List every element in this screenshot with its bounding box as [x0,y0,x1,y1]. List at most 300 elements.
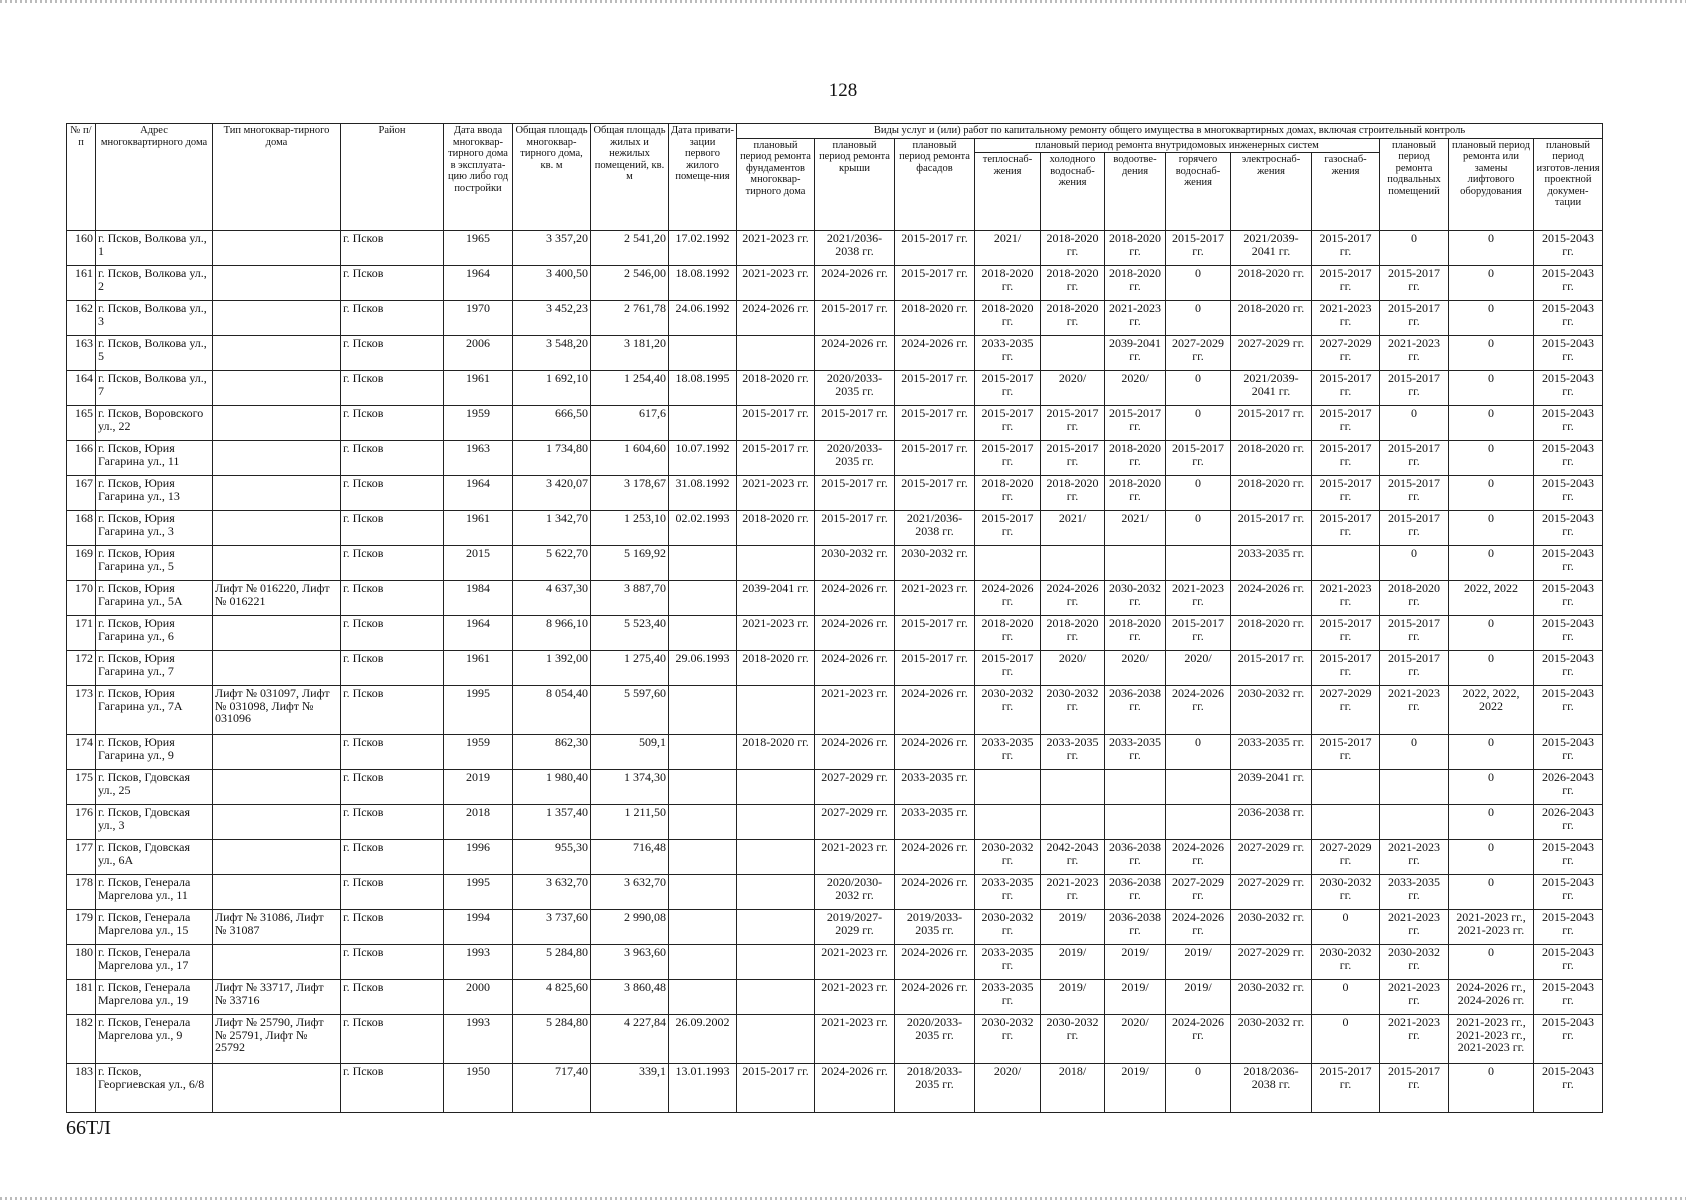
cell-year: 1995 [444,875,513,910]
footer-mark: 66ТЛ [66,1117,111,1139]
cell-address: г. Псков, Волкова ул., 2 [96,266,213,301]
cell-type [213,616,341,651]
cell-area-total: 5 284,80 [513,945,591,980]
cell-foundation [737,805,815,840]
cell-address: г. Псков, Генерала Маргелова ул., 19 [96,980,213,1015]
cell-year: 1965 [444,231,513,266]
cell-basement: 2021-2023 гг. [1380,1015,1449,1064]
cell-design: 2015-2043 гг. [1534,980,1603,1015]
cell-electric: 2021/2039-2041 гг. [1231,231,1312,266]
cell-district: г. Псков [341,1015,444,1064]
cell-year: 1994 [444,910,513,945]
cell-basement: 2015-2017 гг. [1380,1064,1449,1113]
cell-hot-water: 2019/ [1166,980,1231,1015]
cell-foundation: 2015-2017 гг. [737,406,815,441]
cell-privatization [669,406,737,441]
cell-privatization [669,840,737,875]
cell-cold-water: 2018-2020 гг. [1041,301,1105,336]
header-roof: плановый период ремонта крыши [815,138,895,231]
cell-sewer: 2015-2017 гг. [1105,406,1166,441]
cell-foundation: 2018-2020 гг. [737,735,815,770]
cell-sewer: 2019/ [1105,945,1166,980]
cell-design: 2015-2043 гг. [1534,1064,1603,1113]
cell-facade: 2018-2020 гг. [895,301,975,336]
cell-roof: 2015-2017 гг. [815,406,895,441]
cell-address: г. Псков, Волкова ул., 5 [96,336,213,371]
cell-gas: 2021-2023 гг. [1312,581,1380,616]
cell-address: г. Псков, Генерала Маргелова ул., 17 [96,945,213,980]
cell-foundation [737,840,815,875]
cell-sewer: 2018-2020 гг. [1105,441,1166,476]
cell-area-total: 8 966,10 [513,616,591,651]
cell-privatization [669,910,737,945]
cell-area-living: 5 523,40 [591,616,669,651]
cell-num: 162 [67,301,96,336]
cell-gas: 2015-2017 гг. [1312,651,1380,686]
cell-privatization [669,980,737,1015]
cell-gas: 2015-2017 гг. [1312,231,1380,266]
cell-foundation: 2021-2023 гг. [737,231,815,266]
cell-design: 2015-2043 гг. [1534,651,1603,686]
cell-gas: 2015-2017 гг. [1312,1064,1380,1113]
cell-sewer: 2036-2038 гг. [1105,875,1166,910]
cell-electric: 2030-2032 гг. [1231,980,1312,1015]
cell-hot-water [1166,770,1231,805]
cell-type [213,371,341,406]
cell-year: 1993 [444,1015,513,1064]
cell-type [213,336,341,371]
cell-address: г. Псков, Юрия Гагарина ул., 13 [96,476,213,511]
cell-basement: 0 [1380,546,1449,581]
cell-type [213,441,341,476]
cell-privatization [669,686,737,735]
cell-lift: 0 [1449,476,1534,511]
cell-address: г. Псков, Гдовская ул., 3 [96,805,213,840]
cell-heat [975,770,1041,805]
cell-address: г. Псков, Волкова ул., 7 [96,371,213,406]
cell-district: г. Псков [341,336,444,371]
cell-district: г. Псков [341,651,444,686]
cell-privatization [669,875,737,910]
cell-area-living: 1 253,10 [591,511,669,546]
cell-num: 164 [67,371,96,406]
cell-sewer: 2036-2038 гг. [1105,910,1166,945]
cell-area-total: 1 734,80 [513,441,591,476]
cell-facade: 2024-2026 гг. [895,735,975,770]
cell-heat: 2033-2035 гг. [975,945,1041,980]
cell-gas: 2015-2017 гг. [1312,266,1380,301]
cell-heat: 2030-2032 гг. [975,1015,1041,1064]
cell-roof: 2024-2026 гг. [815,336,895,371]
cell-num: 177 [67,840,96,875]
cell-facade: 2015-2017 гг. [895,231,975,266]
cell-privatization: 26.09.2002 [669,1015,737,1064]
cell-type [213,476,341,511]
cell-facade: 2021/2036-2038 гг. [895,511,975,546]
cell-num: 179 [67,910,96,945]
cell-sewer: 2018-2020 гг. [1105,266,1166,301]
page-number: 128 [828,80,858,101]
cell-address: г. Псков, Волкова ул., 3 [96,301,213,336]
cell-heat: 2015-2017 гг. [975,406,1041,441]
scan-edge-top [0,0,1686,3]
cell-area-living: 2 990,08 [591,910,669,945]
cell-num: 173 [67,686,96,735]
cell-gas: 2030-2032 гг. [1312,945,1380,980]
cell-gas: 0 [1312,910,1380,945]
cell-foundation [737,980,815,1015]
cell-num: 182 [67,1015,96,1064]
cell-sewer: 2021/ [1105,511,1166,546]
cell-district: г. Псков [341,805,444,840]
cell-area-living: 1 604,60 [591,441,669,476]
cell-district: г. Псков [341,301,444,336]
cell-heat: 2033-2035 гг. [975,735,1041,770]
cell-area-total: 3 452,23 [513,301,591,336]
cell-num: 175 [67,770,96,805]
cell-facade: 2015-2017 гг. [895,371,975,406]
cell-num: 160 [67,231,96,266]
cell-basement: 2021-2023 гг. [1380,910,1449,945]
cell-roof: 2024-2026 гг. [815,1064,895,1113]
cell-facade: 2015-2017 гг. [895,441,975,476]
cell-privatization [669,770,737,805]
cell-address: г. Псков, Юрия Гагарина ул., 9 [96,735,213,770]
cell-area-total: 1 980,40 [513,770,591,805]
cell-design: 2015-2043 гг. [1534,406,1603,441]
cell-gas: 2015-2017 гг. [1312,476,1380,511]
cell-year: 1961 [444,511,513,546]
cell-gas: 2030-2032 гг. [1312,875,1380,910]
cell-heat: 2015-2017 гг. [975,371,1041,406]
cell-year: 1963 [444,441,513,476]
cell-gas [1312,805,1380,840]
cell-sewer: 2036-2038 гг. [1105,686,1166,735]
cell-area-living: 1 374,30 [591,770,669,805]
cell-district: г. Псков [341,581,444,616]
cell-hot-water: 2015-2017 гг. [1166,231,1231,266]
table-row [67,875,1603,910]
cell-num: 170 [67,581,96,616]
cell-privatization: 17.02.1992 [669,231,737,266]
cell-lift: 2022, 2022, 2022 [1449,686,1534,735]
cell-num: 168 [67,511,96,546]
cell-district: г. Псков [341,980,444,1015]
cell-foundation [737,546,815,581]
cell-basement: 2021-2023 гг. [1380,840,1449,875]
cell-area-total: 1 392,00 [513,651,591,686]
cell-lift: 0 [1449,511,1534,546]
cell-cold-water: 2015-2017 гг. [1041,441,1105,476]
header-district: Район [341,124,444,231]
header-year: Дата ввода многоквар-тирного дома в эксплуата-цию либо год постройки [444,124,513,231]
cell-facade: 2015-2017 гг. [895,616,975,651]
cell-year: 1984 [444,581,513,616]
cell-sewer: 2030-2032 гг. [1105,581,1166,616]
cell-area-total: 4 825,60 [513,980,591,1015]
cell-num: 178 [67,875,96,910]
cell-type: Лифт № 33717, Лифт № 33716 [213,980,341,1015]
table-row [67,735,1603,770]
cell-area-total: 5 622,70 [513,546,591,581]
cell-roof: 2020/2033-2035 гг. [815,371,895,406]
cell-gas: 2015-2017 гг. [1312,511,1380,546]
cell-lift: 0 [1449,371,1534,406]
cell-lift: 0 [1449,1064,1534,1113]
cell-facade: 2019/2033-2035 гг. [895,910,975,945]
cell-electric: 2039-2041 гг. [1231,770,1312,805]
cell-foundation [737,686,815,735]
cell-sewer [1105,546,1166,581]
cell-basement: 2033-2035 гг. [1380,875,1449,910]
cell-district: г. Псков [341,735,444,770]
cell-sewer: 2018-2020 гг. [1105,616,1166,651]
header-design: плановый период изготов-ления проектной докумен-тации [1534,138,1603,231]
cell-electric: 2033-2035 гг. [1231,546,1312,581]
cell-roof: 2027-2029 гг. [815,805,895,840]
cell-basement: 2021-2023 гг. [1380,336,1449,371]
cell-area-total: 3 357,20 [513,231,591,266]
cell-basement: 2030-2032 гг. [1380,945,1449,980]
cell-electric: 2018-2020 гг. [1231,266,1312,301]
cell-year: 1959 [444,406,513,441]
cell-hot-water: 2024-2026 гг. [1166,840,1231,875]
cell-sewer: 2018-2020 гг. [1105,476,1166,511]
cell-roof: 2019/2027-2029 гг. [815,910,895,945]
cell-num: 163 [67,336,96,371]
cell-num: 174 [67,735,96,770]
cell-gas: 2027-2029 гг. [1312,840,1380,875]
cell-lift: 0 [1449,945,1534,980]
cell-electric: 2027-2029 гг. [1231,945,1312,980]
cell-year: 1970 [444,301,513,336]
cell-roof: 2021/2036-2038 гг. [815,231,895,266]
cell-address: г. Псков, Гдовская ул., 6А [96,840,213,875]
cell-hot-water: 2027-2029 гг. [1166,875,1231,910]
header-basement: плановый период ремонта подвальных помещений [1380,138,1449,231]
cell-gas: 2015-2017 гг. [1312,406,1380,441]
cell-basement: 2015-2017 гг. [1380,266,1449,301]
header-area-total: Общая площадь многоквар-тирного дома, кв. м [513,124,591,231]
cell-facade: 2033-2035 гг. [895,805,975,840]
cell-district: г. Псков [341,1064,444,1113]
cell-design: 2015-2043 гг. [1534,476,1603,511]
cell-lift: 0 [1449,735,1534,770]
cell-roof: 2024-2026 гг. [815,266,895,301]
cell-year: 1995 [444,686,513,735]
cell-hot-water: 0 [1166,476,1231,511]
table-row [67,770,1603,805]
cell-hot-water: 2015-2017 гг. [1166,616,1231,651]
cell-facade: 2018/2033-2035 гг. [895,1064,975,1113]
cell-type: Лифт № 25790, Лифт № 25791, Лифт № 25792 [213,1015,341,1064]
cell-hot-water: 0 [1166,1064,1231,1113]
cell-lift: 0 [1449,546,1534,581]
cell-cold-water [1041,805,1105,840]
cell-electric: 2030-2032 гг. [1231,1015,1312,1064]
cell-gas: 2021-2023 гг. [1312,301,1380,336]
cell-electric: 2018-2020 гг. [1231,301,1312,336]
cell-electric: 2018-2020 гг. [1231,441,1312,476]
cell-electric: 2027-2029 гг. [1231,336,1312,371]
cell-lift: 0 [1449,406,1534,441]
cell-hot-water: 2024-2026 гг. [1166,686,1231,735]
cell-facade: 2024-2026 гг. [895,980,975,1015]
cell-facade: 2015-2017 гг. [895,406,975,441]
cell-area-living: 2 546,00 [591,266,669,301]
cell-privatization: 31.08.1992 [669,476,737,511]
cell-facade: 2015-2017 гг. [895,476,975,511]
cell-privatization: 10.07.1992 [669,441,737,476]
cell-foundation: 2018-2020 гг. [737,371,815,406]
header-num: № п/п [67,124,96,231]
cell-area-total: 8 054,40 [513,686,591,735]
cell-privatization [669,735,737,770]
cell-type [213,840,341,875]
header-gas: газоснаб-жения [1312,153,1380,231]
cell-design: 2015-2043 гг. [1534,371,1603,406]
cell-year: 2006 [444,336,513,371]
cell-address: г. Псков, Гдовская ул., 25 [96,770,213,805]
cell-sewer: 2036-2038 гг. [1105,840,1166,875]
cell-address: г. Псков, Генерала Маргелова ул., 9 [96,1015,213,1064]
cell-cold-water: 2015-2017 гг. [1041,406,1105,441]
cell-gas [1312,770,1380,805]
cell-address: г. Псков, Юрия Гагарина ул., 7А [96,686,213,735]
cell-lift: 0 [1449,840,1534,875]
cell-num: 166 [67,441,96,476]
table-row [67,371,1603,406]
cell-num: 176 [67,805,96,840]
cell-address: г. Псков, Георгиевская ул., 6/8 [96,1064,213,1113]
cell-lift: 0 [1449,770,1534,805]
cell-gas: 2015-2017 гг. [1312,441,1380,476]
cell-basement [1380,770,1449,805]
table-row [67,686,1603,735]
cell-cold-water: 2033-2035 гг. [1041,735,1105,770]
cell-gas [1312,546,1380,581]
cell-area-living: 5 169,92 [591,546,669,581]
cell-design: 2015-2043 гг. [1534,336,1603,371]
cell-cold-water: 2018-2020 гг. [1041,266,1105,301]
cell-area-living: 4 227,84 [591,1015,669,1064]
cell-cold-water: 2019/ [1041,910,1105,945]
cell-lift: 0 [1449,805,1534,840]
header-facade: плановый период ремонта фасадов [895,138,975,231]
cell-foundation: 2015-2017 гг. [737,1064,815,1113]
header-lift: плановый период ремонта или замены лифтового оборудования [1449,138,1534,231]
cell-lift: 0 [1449,231,1534,266]
header-privatization: Дата привати-зации первого жилого помеще-ния [669,124,737,231]
cell-electric: 2027-2029 гг. [1231,840,1312,875]
cell-year: 1950 [444,1064,513,1113]
cell-design: 2015-2043 гг. [1534,735,1603,770]
cell-year: 2018 [444,805,513,840]
cell-heat: 2018-2020 гг. [975,616,1041,651]
table-row [67,301,1603,336]
cell-lift: 0 [1449,616,1534,651]
cell-num: 183 [67,1064,96,1113]
cell-sewer: 2020/ [1105,371,1166,406]
cell-type: Лифт № 031097, Лифт № 031098, Лифт № 031096 [213,686,341,735]
table-row [67,336,1603,371]
cell-district: г. Псков [341,770,444,805]
table-row [67,980,1603,1015]
cell-facade: 2015-2017 гг. [895,651,975,686]
cell-num: 165 [67,406,96,441]
cell-area-living: 3 963,60 [591,945,669,980]
cell-basement: 2018-2020 гг. [1380,581,1449,616]
cell-roof: 2021-2023 гг. [815,1015,895,1064]
table-row [67,910,1603,945]
cell-num: 167 [67,476,96,511]
cell-foundation: 2021-2023 гг. [737,476,815,511]
cell-heat: 2033-2035 гг. [975,875,1041,910]
cell-gas: 2015-2017 гг. [1312,616,1380,651]
cell-foundation: 2015-2017 гг. [737,441,815,476]
cell-heat: 2021/ [975,231,1041,266]
cell-roof: 2027-2029 гг. [815,770,895,805]
cell-roof: 2020/2033-2035 гг. [815,441,895,476]
cell-hot-water [1166,546,1231,581]
cell-hot-water: 0 [1166,266,1231,301]
cell-district: г. Псков [341,546,444,581]
cell-hot-water: 2019/ [1166,945,1231,980]
cell-gas: 2027-2029 гг. [1312,686,1380,735]
cell-basement: 0 [1380,231,1449,266]
table-row [67,266,1603,301]
cell-lift: 0 [1449,875,1534,910]
cell-gas: 2027-2029 гг. [1312,336,1380,371]
cell-basement: 2015-2017 гг. [1380,616,1449,651]
header-address: Адрес многоквартирного дома [96,124,213,231]
cell-roof: 2021-2023 гг. [815,980,895,1015]
cell-roof: 2015-2017 гг. [815,476,895,511]
cell-foundation [737,1015,815,1064]
cell-type [213,735,341,770]
cell-address: г. Псков, Юрия Гагарина ул., 7 [96,651,213,686]
cell-cold-water: 2018-2020 гг. [1041,476,1105,511]
cell-electric: 2033-2035 гг. [1231,735,1312,770]
cell-heat: 2015-2017 гг. [975,441,1041,476]
cell-district: г. Псков [341,875,444,910]
cell-basement: 0 [1380,735,1449,770]
cell-num: 181 [67,980,96,1015]
cell-area-total: 717,40 [513,1064,591,1113]
cell-num: 172 [67,651,96,686]
cell-foundation [737,770,815,805]
repair-schedule-table-container [66,123,1602,1113]
cell-cold-water: 2042-2043 гг. [1041,840,1105,875]
cell-type [213,875,341,910]
cell-district: г. Псков [341,441,444,476]
cell-lift: 2021-2023 гг., 2021-2023 гг., 2021-2023 гг. [1449,1015,1534,1064]
cell-foundation: 2018-2020 гг. [737,651,815,686]
cell-facade: 2024-2026 гг. [895,945,975,980]
cell-type [213,805,341,840]
cell-electric: 2024-2026 гг. [1231,581,1312,616]
cell-roof: 2021-2023 гг. [815,686,895,735]
cell-electric: 2021/2039-2041 гг. [1231,371,1312,406]
cell-area-living: 5 597,60 [591,686,669,735]
cell-sewer [1105,770,1166,805]
cell-heat [975,546,1041,581]
cell-hot-water [1166,805,1231,840]
cell-area-total: 666,50 [513,406,591,441]
cell-heat: 2018-2020 гг. [975,476,1041,511]
cell-heat: 2015-2017 гг. [975,651,1041,686]
cell-electric: 2030-2032 гг. [1231,910,1312,945]
